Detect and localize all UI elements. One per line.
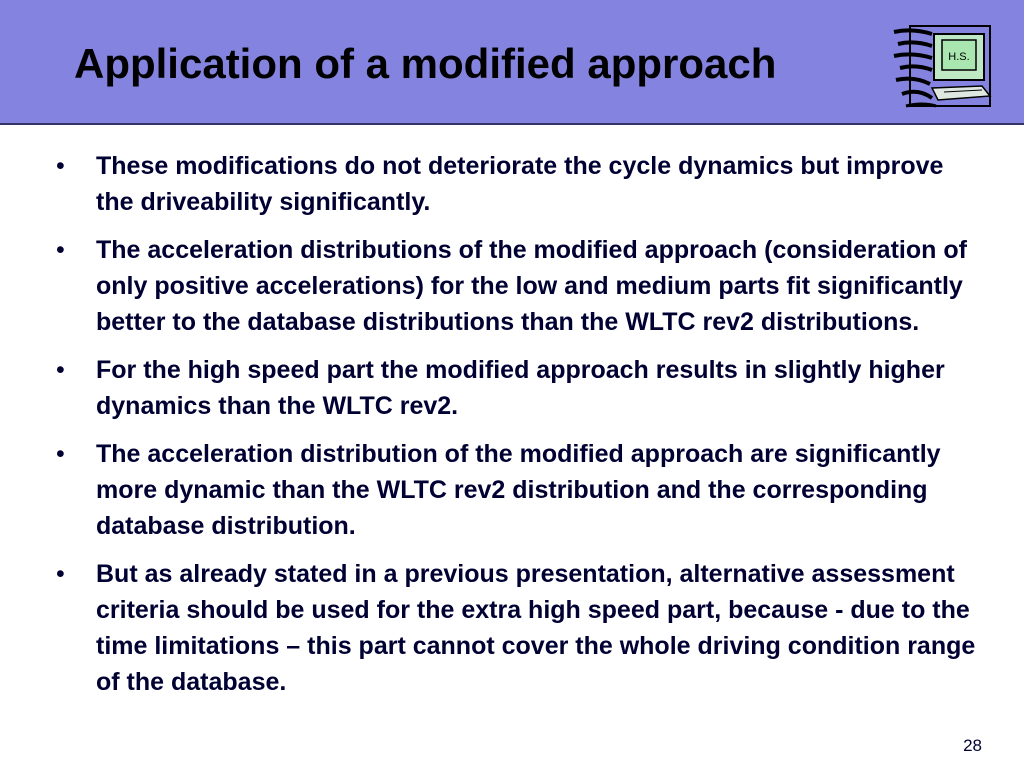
bullet-symbol: • (56, 560, 65, 588)
bullet-text: For the high speed part the modified approach results in slightly higher dynamics than the WLTC rev2. (96, 356, 945, 420)
bullet-text: The acceleration distributions of the modified approach (consideration of only positive accelerations) for the low and medium parts fit significantly better to the database distributions than the WLTC rev2 distributions. (96, 236, 967, 336)
bullet-symbol: • (56, 356, 65, 384)
bullet-item (56, 148, 976, 220)
bullet-list (56, 148, 976, 712)
bullet-text: These modifications do not deteriorate the cycle dynamics but improve the driveability significantly. (96, 152, 944, 216)
bullet-symbol: • (56, 236, 65, 264)
bullet-item (56, 232, 976, 340)
svg-text:H.S.: H.S. (948, 51, 970, 63)
bullet-item (56, 352, 976, 424)
page-number: 28 (963, 736, 982, 755)
bullet-text: The acceleration distribution of the modified approach are significantly more dynamic than the WLTC rev2 distribution and the corresponding database distribution. (96, 440, 941, 540)
bullet-symbol: • (56, 152, 65, 180)
bullet-text: But as already stated in a previous presentation, alternative assessment criteria should be used for the extra high speed part, because - due to the time limitations – this part cannot cover the whole driving condition range of the database. (96, 560, 976, 696)
slide-header (0, 0, 1024, 125)
bullet-symbol: • (56, 440, 65, 468)
bullet-item (56, 556, 976, 700)
computer-logo-icon (892, 22, 996, 110)
bullet-item (56, 436, 976, 544)
slide-title: Application of a modified approach (74, 40, 777, 87)
